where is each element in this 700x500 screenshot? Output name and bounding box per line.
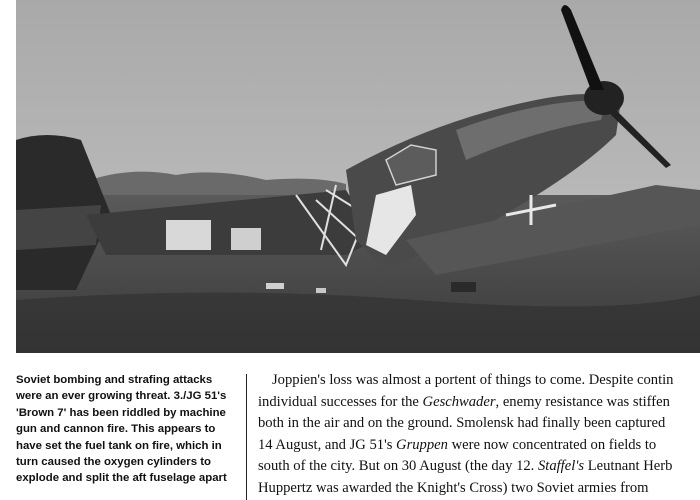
body-paragraph <box>258 370 700 500</box>
body-text-run: , enemy resistance was stiffen <box>495 393 670 410</box>
body-text-run: Leutnant Herb <box>584 458 673 475</box>
body-line <box>258 370 700 392</box>
body-text-run: south of the city. But on 30 August (the day 12. <box>258 458 538 475</box>
body-line <box>258 456 700 478</box>
body-line <box>258 392 700 414</box>
body-text-run: were now concentrated on fields to <box>447 436 657 453</box>
photo-wrecked-aircraft <box>16 0 700 353</box>
body-italic-term: Geschwader <box>422 393 496 410</box>
body-text-run: Huppertz was awarded the Knight's Cross) two Soviet armies from <box>258 479 649 496</box>
column-divider <box>246 374 247 500</box>
body-text-run: 14 August, and JG 51's <box>258 436 397 453</box>
body-italic-term: Gruppen <box>396 436 448 453</box>
body-text-run: Joppien's loss was almost a portent of things to come. Despite contin <box>272 372 674 388</box>
body-italic-term: Staffel's <box>537 458 585 475</box>
body-line <box>258 478 700 500</box>
body-line <box>258 413 700 435</box>
body-text-run: individual successes for the <box>258 393 423 410</box>
body-text-run: both in the air and on the ground. Smolensk had finally been captured <box>258 415 666 432</box>
body-line <box>258 435 700 457</box>
photo-caption: Soviet bombing and strafing attacks were an ever growing threat. 3./JG 51's 'Brown 7' has been riddled by machine gun and cannon fire. This appears to have set the fuel tank on fire, which in turn caused the oxygen cylinders to explode and split the aft fuselage apart <box>16 374 227 485</box>
